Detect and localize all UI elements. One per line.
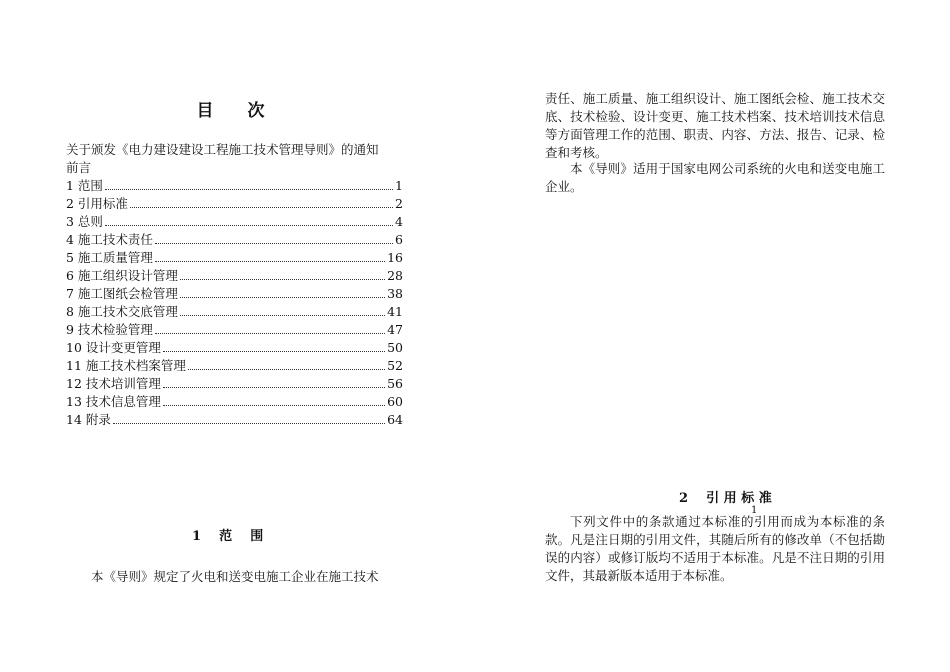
toc-leader-dots [105,214,393,226]
toc-entry-label: 1 范围 [66,178,103,193]
toc-entry-page: 52 [387,358,403,373]
toc-entry [66,213,403,231]
toc-entry [66,267,403,285]
toc-entry-label: 12 技术培训管理 [66,376,161,391]
toc-entry [66,285,403,303]
toc-entry-label: 8 施工技术交底管理 [66,304,178,319]
toc-entry-page: 47 [387,322,403,337]
right-page [475,0,950,672]
toc-leader-dots [163,340,385,352]
toc-entry-label: 11 施工技术档案管理 [66,358,186,373]
toc-leader-dots [113,412,385,424]
toc-entry-page: 41 [387,304,403,319]
toc-entry-page: 2 [395,196,403,211]
toc-leader-dots [105,178,393,190]
toc-entry-page: 4 [395,214,403,229]
toc-entry [66,303,403,321]
toc-entry-label: 4 施工技术责任 [66,232,153,247]
toc-preface-line: 前言 [66,160,92,175]
section-2-paragraph: 下列文件中的条款通过本标准的引用而成为本标准的条款。凡是注日期的引用文件，其随后所有的修改单（不包括勘误的内容）或修订版均不适用于本标准。凡是不注日期的引用文件，其最新版本适用于本标准。 [545,514,885,583]
toc-entry-page: 56 [387,376,403,391]
toc-entry [66,357,403,375]
toc-leader-dots [188,358,385,370]
section-1-heading: 1 范 围 [192,529,264,544]
toc-leader-dots [155,322,385,334]
toc-entry-label: 7 施工图纸会检管理 [66,286,178,301]
toc-entry-page: 28 [387,268,403,283]
section-1-paragraph-start: 本《导则》规定了火电和送变电施工企业在施工技术 [91,569,379,584]
toc-entry-page: 38 [387,286,403,301]
toc-entry-page: 6 [395,232,403,247]
toc-leader-dots [163,394,385,406]
toc-entry [66,249,403,267]
toc-entry-label: 10 设计变更管理 [66,340,161,355]
toc-entry-page: 50 [387,340,403,355]
toc-entry-page: 1 [395,178,403,193]
toc-entry-label: 5 施工质量管理 [66,250,153,265]
section-1-scope-paragraph: 本《导则》适用于国家电网公司系统的火电和送变电施工企业。 [545,161,885,194]
toc-leader-dots [155,232,393,244]
toc-entry [66,393,403,411]
toc-title: 目 次 [196,101,279,121]
toc-entry-label: 2 引用标准 [66,196,128,211]
toc-leader-dots [180,286,385,298]
toc-entry-page: 64 [387,412,403,427]
toc-entry-label: 13 技术信息管理 [66,394,161,409]
toc-entry-label: 9 技术检验管理 [66,322,153,337]
toc-entry-page: 60 [387,394,403,409]
toc-entry [66,231,403,249]
toc-list [66,177,403,429]
toc-notice-line: 关于颁发《电力建设建设工程施工技术管理导则》的通知 [66,142,379,157]
toc-leader-dots [180,304,385,316]
toc-entry [66,321,403,339]
toc-leader-dots [155,250,385,262]
page-number: 1 [751,505,758,516]
toc-entry-label: 3 总则 [66,214,103,229]
toc-entry-label: 6 施工组织设计管理 [66,268,178,283]
toc-leader-dots [180,268,385,280]
toc-entry-page: 16 [387,250,403,265]
toc-entry [66,177,403,195]
toc-entry [66,411,403,429]
toc-leader-dots [163,376,385,388]
toc-entry-label: 14 附录 [66,412,111,427]
toc-entry [66,195,403,213]
section-2-heading: 2 引 用 标 准 [679,491,772,506]
toc-entry [66,375,403,393]
section-1-paragraph-continued: 责任、施工质量、施工组织设计、施工图纸会检、施工技术交底、技术检验、设计变更、施工技术档案、技术培训技术信息等方面管理工作的范围、职责、内容、方法、报告、记录、检查和考核。 [545,91,885,160]
toc-leader-dots [130,196,393,208]
toc-entry [66,339,403,357]
